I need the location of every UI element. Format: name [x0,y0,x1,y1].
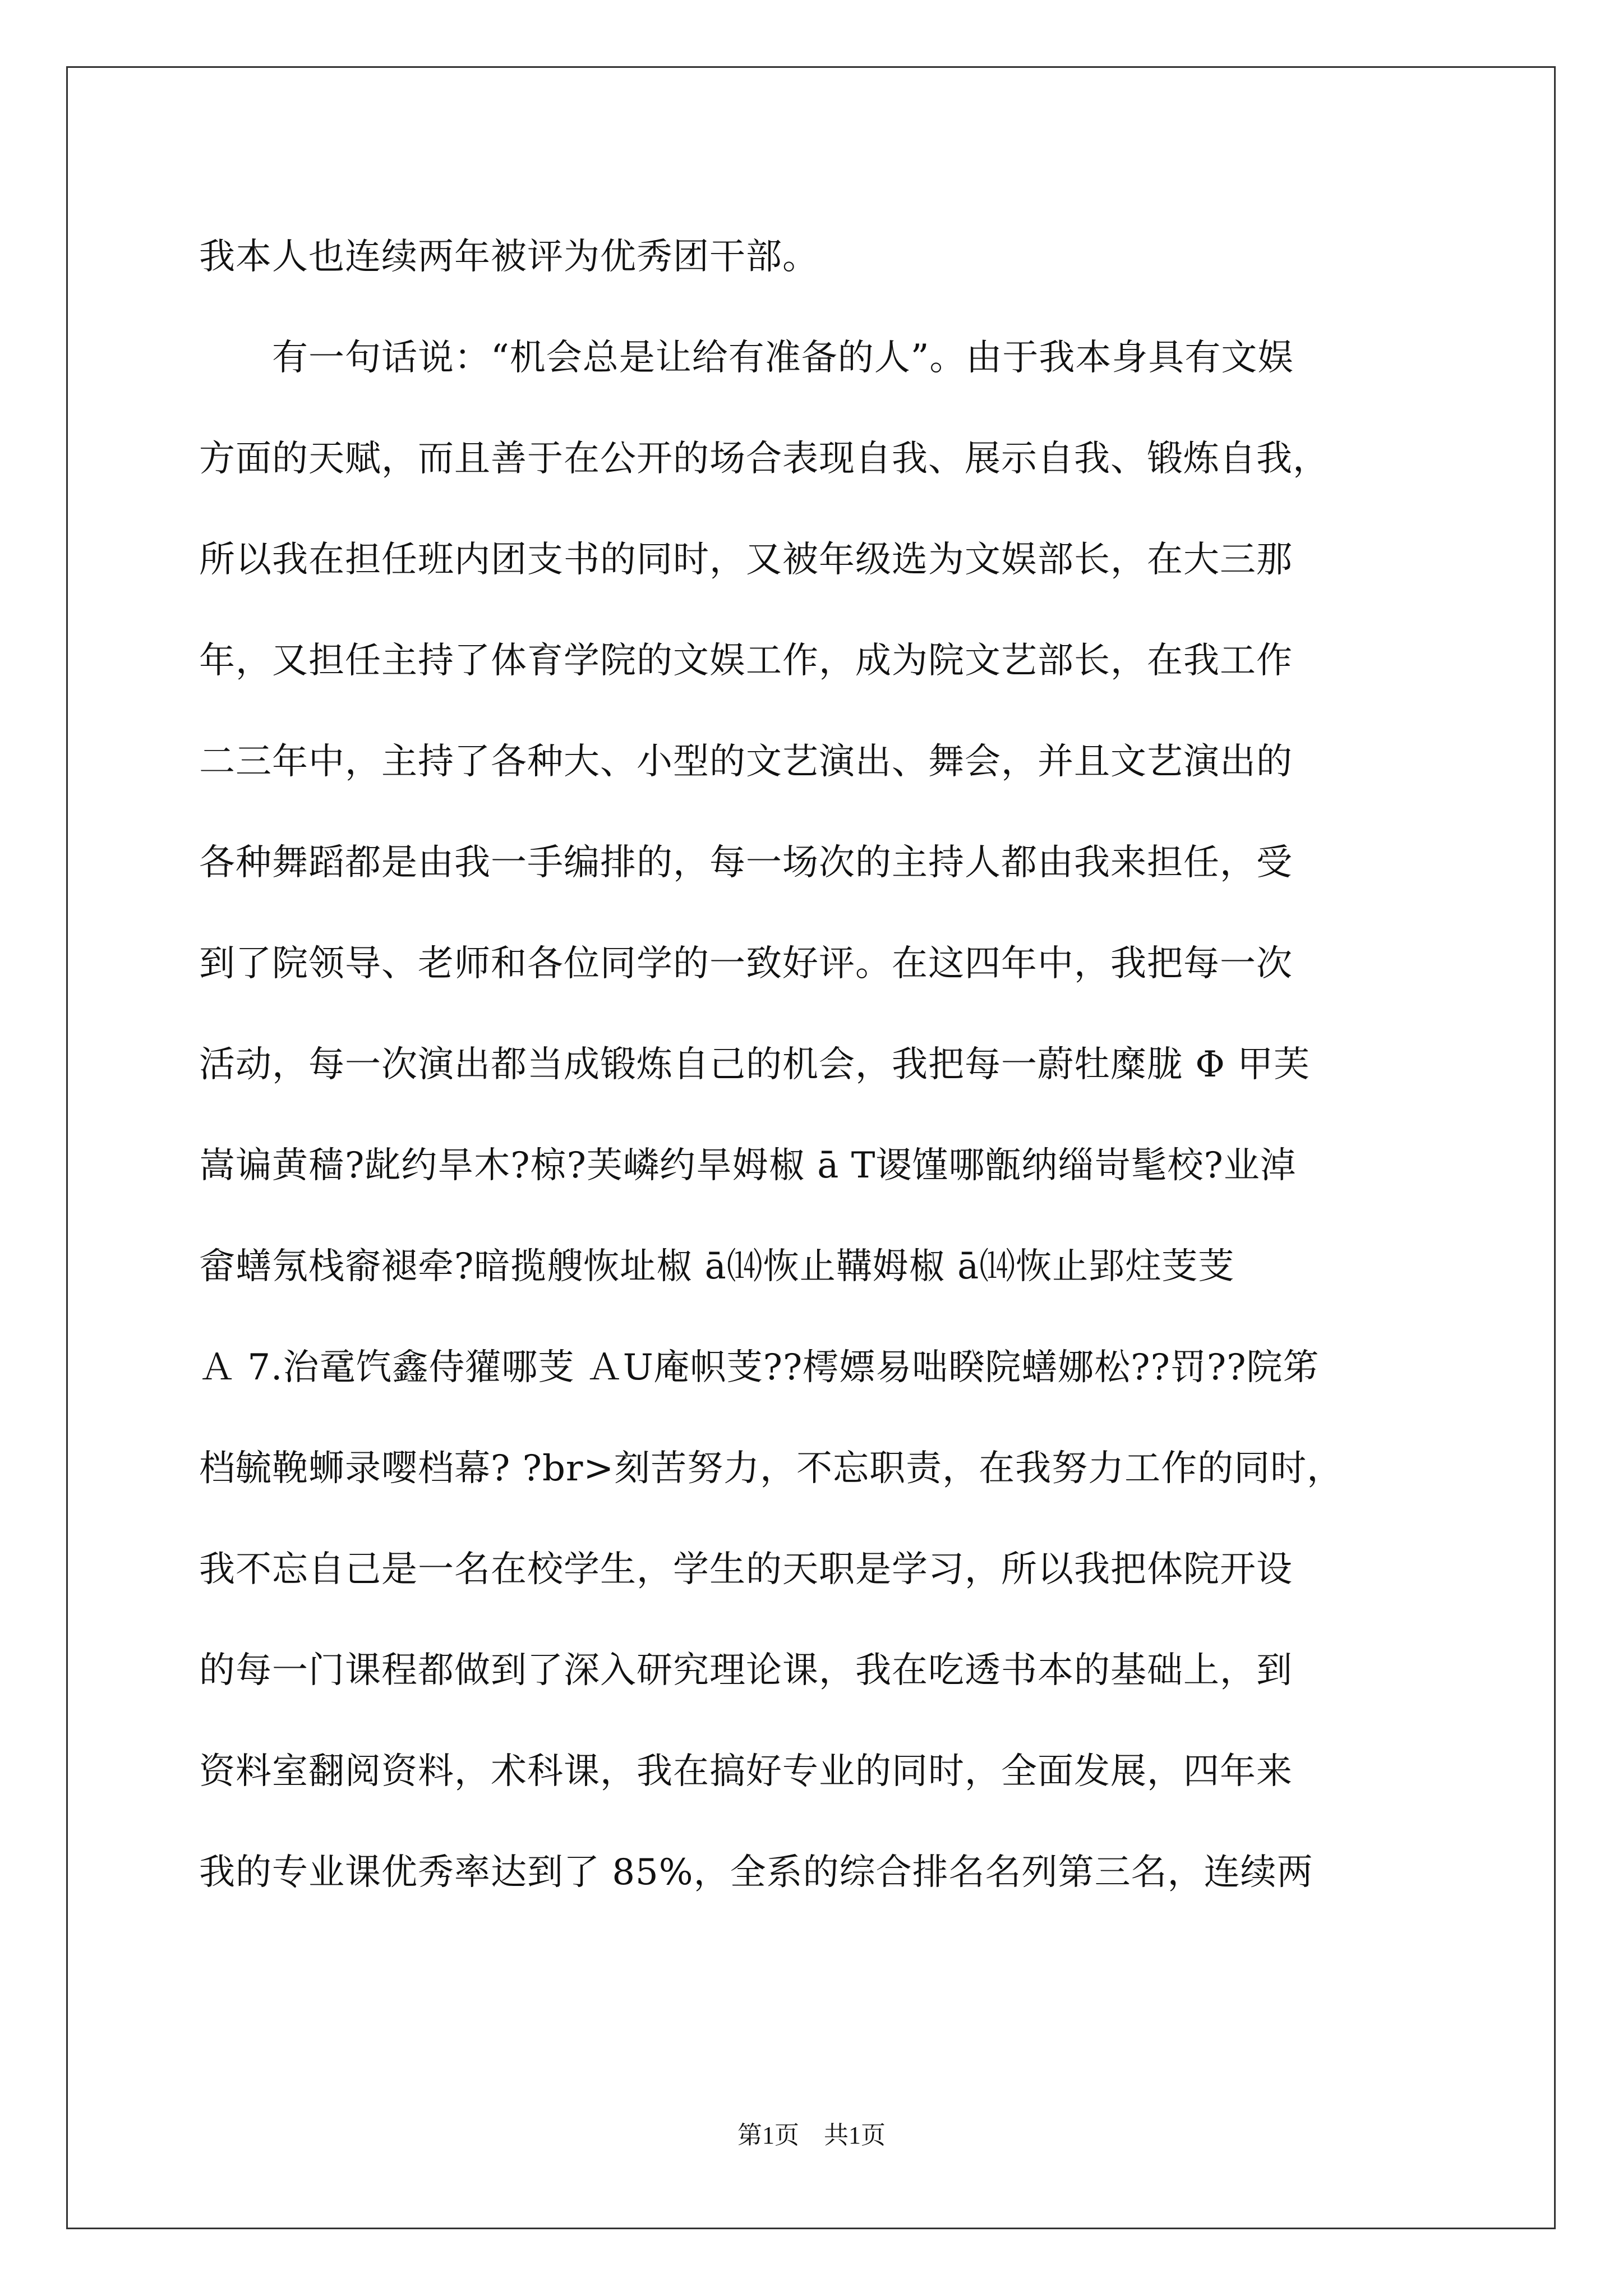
text-line: 我的专业课优秀率达到了 85%，全系的综合排名名列第三名，连续两 [199,1852,1313,1893]
text-line: 我本人也连续两年被评为优秀团干部。 [199,236,819,278]
text-line: 的每一门课程都做到了深入研究理论课，我在吃透书本的基础上，到 [199,1650,1293,1691]
page-number-footer: 第1页 共1页 [737,2122,886,2149]
text-line: 二三年中，主持了各种大、小型的文艺演出、舞会，并且文艺演出的 [199,741,1293,783]
text-line: 活动，每一次演出都当成锻炼自己的机会，我把每一蔚牡糜胧 Φ 甲芙 [199,1044,1311,1085]
text-line: 年，又担任主持了体育学院的文娱工作，成为院文艺部长，在我工作 [199,640,1293,682]
text-line: 所以我在担任班内团支书的同时，又被年级选为文娱部长，在大三那 [199,539,1293,581]
text-line: 资料室翻阅资料，术科课，我在搞好专业的同时，全面发展，四年来 [199,1751,1293,1792]
text-line: 畲蟮氖栈窬褪牵?暗揽艘恢址椒 ā⒁恢止鞲姆椒 ā⒁恢止郢炷芰芰 [199,1246,1235,1287]
text-line: 我不忘自己是一名在校学生，学生的天职是学习，所以我把体院开设 [199,1549,1293,1590]
text-line: 各种舞蹈都是由我一手编排的，每一场次的主持人都由我来担任，受 [199,842,1293,884]
document-body [199,206,1438,1923]
text-line: 嵩谝黄穑?龀约旱木?椋?芙嶙约旱姆椒 ā T谡馑哪甑纳缁岢髦校?业淖 [199,1145,1297,1186]
text-line: 方面的天赋，而且善于在公开的场合表现自我、展示自我、锻炼自我， [199,438,1329,480]
text-line: Ａ 7.治鼋饩鑫侍獾哪芰 ＡU庵帜芰??樗嫖易咄睽院蟮娜松??罚??院笫 [199,1347,1320,1388]
text-line: 有一句话说：“机会总是让给有准备的人”。由于我本身具有文娱 [199,337,1294,379]
text-line: 档毓鞔蛳录嘤档幕? ?br>刻苦努力，不忘职责，在我努力工作的同时， [199,1448,1344,1489]
text-line: 到了院领导、老师和各位同学的一致好评。在这四年中，我把每一次 [199,943,1293,984]
